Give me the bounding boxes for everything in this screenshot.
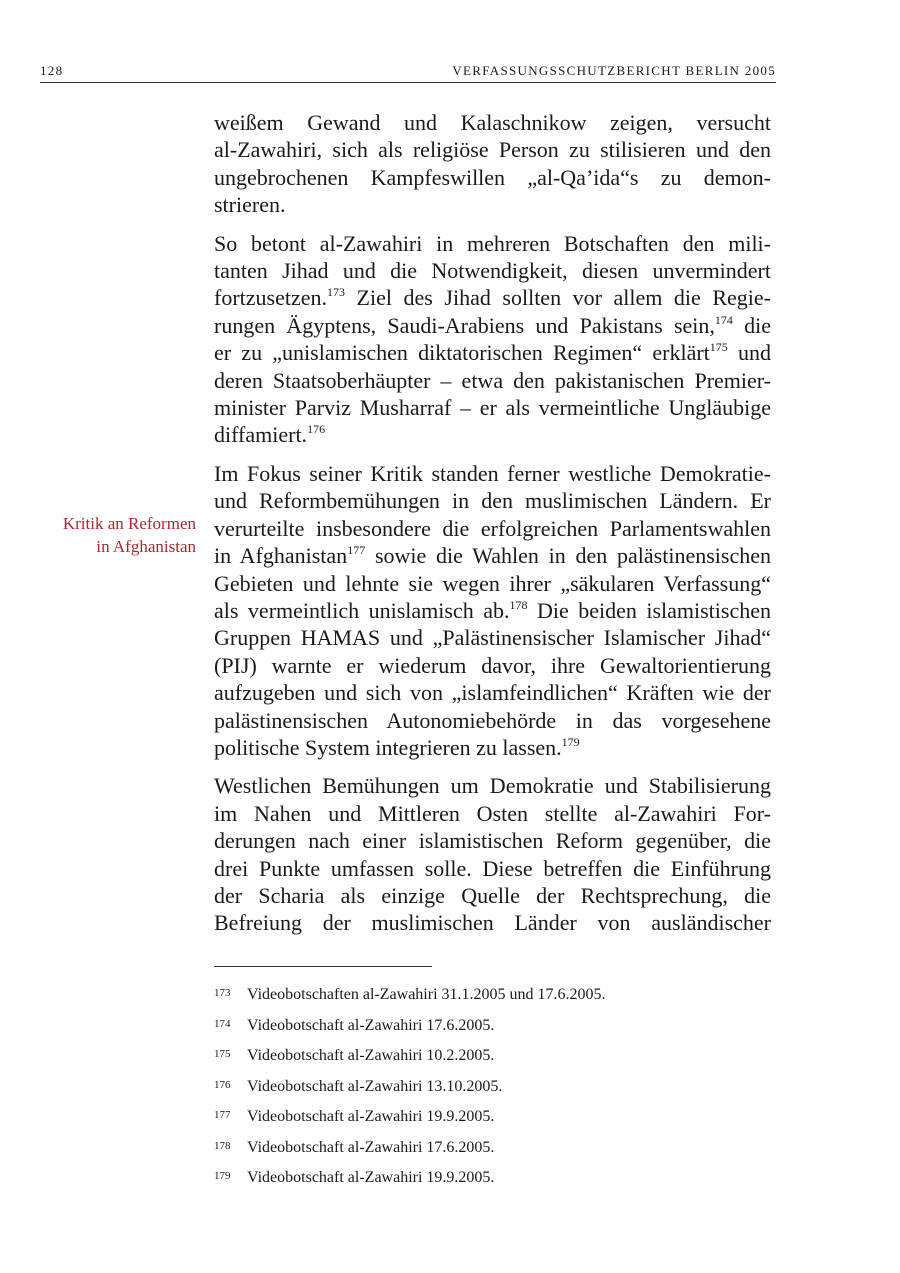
footnote-text: Videobotschaft al-Zawahiri 13.10.2005.: [247, 1077, 503, 1095]
text-segment: er zu „unislamischen diktatorischen Regimen“ erklärt: [214, 340, 710, 366]
footnote-text: Videobotschaft al-Zawahiri 19.9.2005.: [247, 1108, 495, 1125]
footnote-173: [214, 985, 771, 1016]
text-segment: sowie die Wahlen in den palästinensischen: [365, 543, 771, 569]
footnote-ref-177[interactable]: 177: [347, 543, 366, 558]
footnote-number: 179: [214, 1170, 231, 1182]
paragraph-4: [214, 772, 771, 936]
text-line: Befreiung der muslimischen Länder von ausländischer: [214, 910, 771, 936]
footnote-text: Videobotschaft al-Zawahiri 19.9.2005.: [247, 1169, 495, 1186]
footnote-ref-179[interactable]: 179: [561, 734, 580, 749]
text-line: derungen nach einer islamistischen Reform gegenüber, die: [214, 828, 771, 854]
running-header: [40, 62, 776, 83]
footnotes: [214, 985, 771, 1199]
text-line: verurteilte insbesondere die erfolgreichen Parlamentswahlen: [214, 515, 771, 541]
text-line: im Nahen und Mittleren Osten stellte al-Zawahiri For-: [214, 800, 771, 826]
text-line: [214, 542, 771, 569]
footnote-177: [214, 1107, 771, 1138]
footnote-176: [214, 1077, 771, 1108]
text-line: [214, 284, 771, 311]
text-line: deren Staatsoberhäupter – etwa den pakistanischen Premier-: [214, 367, 771, 393]
text-line: Gruppen HAMAS und „Palästinensischer Islamischer Jihad“: [214, 625, 771, 651]
footnote-174: [214, 1016, 771, 1047]
text-line: [214, 597, 771, 624]
paragraph-2: [214, 230, 771, 449]
footnote-number: 173: [214, 987, 231, 999]
footnote-ref-178[interactable]: 178: [509, 597, 528, 612]
text-line: aufzugeben und sich von „islamfeindlichen“ Kräften wie der: [214, 680, 771, 706]
footnote-number: 177: [214, 1109, 231, 1121]
footnote-number: 175: [214, 1048, 231, 1060]
footnote-text: Videobotschaft al-Zawahiri 17.6.2005.: [247, 1016, 495, 1034]
footnote-ref-174[interactable]: 174: [714, 312, 733, 327]
text-line: [214, 734, 771, 761]
text-segment: Ziel des Jihad sollten vor allem die Regie-: [345, 285, 771, 311]
text-line: minister Parviz Musharraf – er als vermeintliche Ungläubige: [214, 395, 771, 421]
footnote-text: Videobotschaft al-Zawahiri 17.6.2005.: [247, 1138, 495, 1156]
text-line: drei Punkte umfassen solle. Diese betreffen die Einführung: [214, 855, 771, 881]
text-line: (PIJ) warnte er wiederum davor, ihre Gewaltorientierung: [214, 652, 771, 678]
footnote-number: 176: [214, 1078, 231, 1091]
text-line: Gebieten und lehnte sie wegen ihrer „säkularen Verfassung“: [214, 570, 771, 596]
text-line: strieren.: [214, 192, 286, 218]
body-text: [214, 109, 771, 948]
paragraph-1: [214, 109, 771, 219]
text-line: [214, 421, 771, 448]
text-line: und Reformbemühungen in den muslimischen Ländern. Er: [214, 488, 771, 514]
text-line: Im Fokus seiner Kritik standen ferner westliche Demokratie-: [214, 460, 771, 486]
footnote-ref-175[interactable]: 175: [709, 340, 728, 355]
text-line: ungebrochenen Kampfeswillen „al-Qa’ida“s zu demon-: [214, 164, 771, 190]
text-segment: und: [727, 340, 772, 366]
paragraph-3: [214, 460, 771, 761]
footnote-number: 178: [214, 1139, 231, 1152]
text-segment: rungen Ägyptens, Saudi-Arabiens und Pakistans sein,: [214, 312, 715, 338]
running-title: VERFASSUNGSSCHUTZBERICHT BERLIN 2005: [452, 63, 776, 78]
text-line: [214, 312, 771, 339]
footnote-text: Videobotschaften al-Zawahiri 31.1.2005 und 17.6.2005.: [247, 986, 606, 1003]
text-line: tanten Jihad und die Notwendigkeit, diesen unvermindert: [214, 258, 771, 284]
footnote-175: [214, 1046, 771, 1077]
margin-note: [30, 512, 196, 558]
footnote-number: 174: [214, 1017, 231, 1030]
footnote-ref-176[interactable]: 176: [307, 422, 326, 437]
text-line: der Scharia als einzige Quelle der Rechtsprechung, die: [214, 882, 771, 908]
text-segment: die: [732, 312, 771, 338]
text-line: al-Zawahiri, sich als religiöse Person zu stilisieren und den: [214, 137, 771, 163]
footnote-179: [214, 1168, 771, 1199]
text-segment: als vermeintlich unislamisch ab.: [214, 597, 510, 623]
footnote-178: [214, 1138, 771, 1169]
margin-note-line: in Afghanistan: [96, 537, 196, 556]
text-line: [214, 339, 771, 366]
page-number: 128: [40, 63, 64, 78]
text-line: palästinensischen Autonomiebehörde in das vorgesehene: [214, 707, 771, 733]
text-segment: diffamiert.: [214, 422, 308, 448]
footnote-divider: [214, 966, 432, 967]
text-segment: Die beiden islamistischen: [527, 597, 771, 623]
text-segment: in Afghanistan: [214, 543, 348, 569]
text-line: So betont al-Zawahiri in mehreren Botschaften den mili-: [214, 230, 771, 256]
text-segment: politische System integrieren zu lassen.: [214, 734, 562, 760]
text-line: weißem Gewand und Kalaschnikow zeigen, versucht: [214, 110, 771, 135]
text-segment: fortzusetzen.: [214, 285, 327, 311]
footnote-ref-173[interactable]: 173: [327, 285, 345, 300]
text-line: Westlichen Bemühungen um Demokratie und Stabilisierung: [214, 773, 771, 799]
footnote-text: Videobotschaft al-Zawahiri 10.2.2005.: [247, 1047, 495, 1064]
margin-note-line: Kritik an Reformen: [62, 514, 196, 533]
